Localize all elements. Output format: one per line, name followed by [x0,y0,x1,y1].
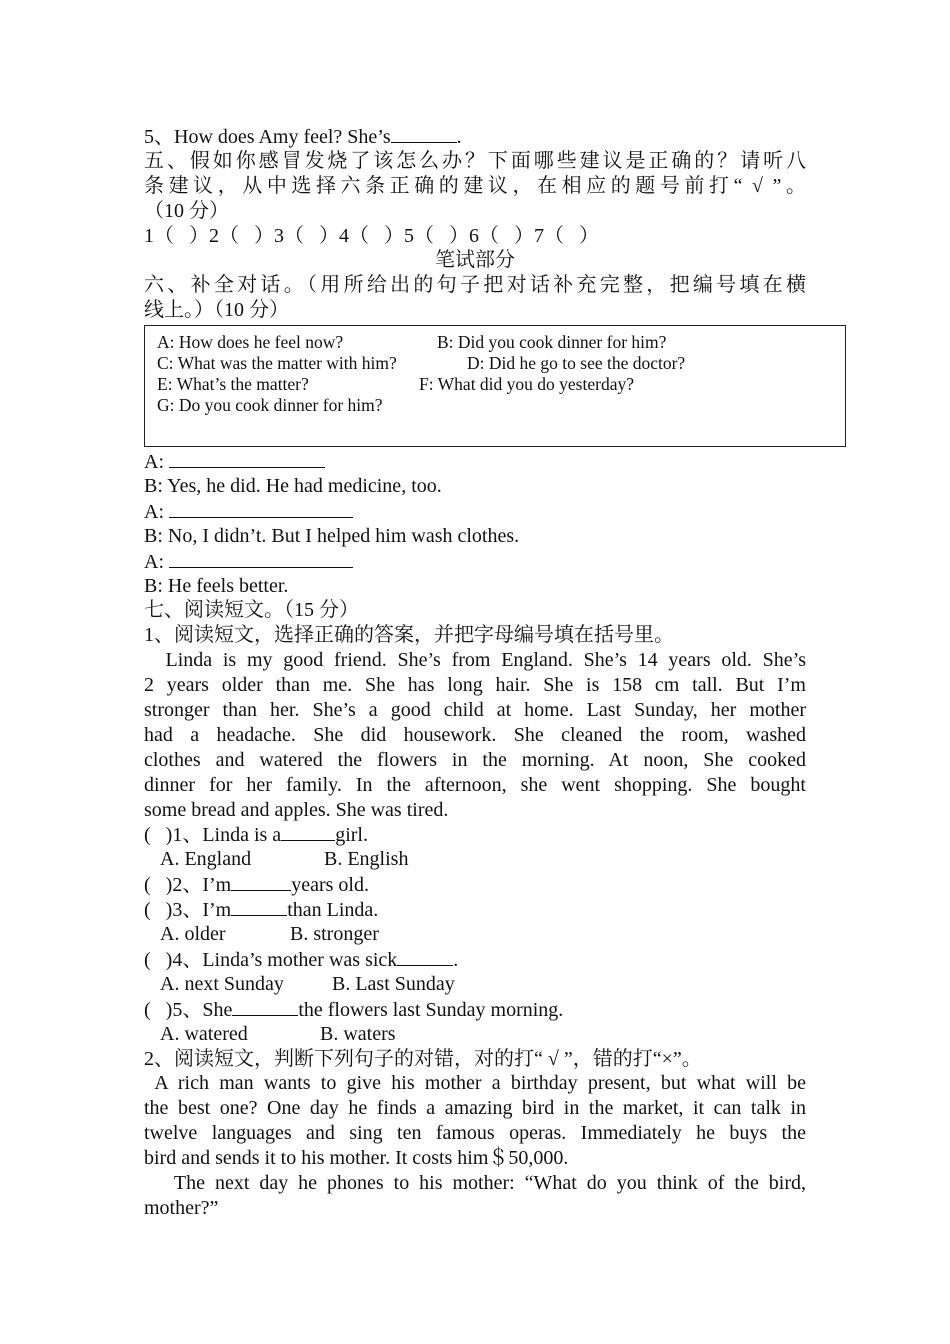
dialog-line: A: [144,549,806,574]
option-e: E: What’s the matter? [157,374,309,395]
dialog-line: A: [144,449,806,474]
option-g: G: Do you cook dinner for him? [157,395,383,416]
reading-question-2: ( )2、I’m years old. [144,874,369,897]
reading-part-1-instruction: 1、阅读短文，选择正确的答案，并把字母编号填在括号里。 [144,624,674,647]
answer-blank[interactable] [397,947,453,966]
passage-2-line: mother?” [144,1196,219,1219]
dialog-blank[interactable] [169,449,325,468]
option-d: D: Did he go to see the doctor? [467,353,686,374]
dialog-blank[interactable] [169,499,353,518]
answer-blank[interactable] [391,124,457,143]
dialog-blank[interactable] [169,549,353,568]
option-c: C: What was the matter with him? [157,353,397,374]
option-b[interactable]: B. Last Sunday [332,972,455,995]
passage-1-line: dinner for her family. In the afternoon, she went shopping. She bought [144,773,806,796]
option-a[interactable]: A. next Sunday [160,972,284,995]
option-b: B: Did you cook dinner for him? [437,332,667,353]
option-b[interactable]: B. waters [320,1022,396,1045]
option-f: F: What did you do yesterday? [419,374,634,395]
passage-2-line: the best one? One day he finds a amazing bird in the market, it can talk in [144,1097,806,1120]
option-a[interactable]: A. England [160,848,252,871]
sentence-options-box [144,325,846,447]
question-1-options [144,847,806,872]
passage-2-line: A rich man wants to give his mother a birthday present, but what will be [144,1072,806,1095]
reading-question-4: ( )4、Linda’s mother was sick . [144,948,459,971]
answer-blank[interactable] [281,822,335,841]
written-part-title: 笔试部分 [435,249,515,272]
passage-2-line: twelve languages and sing ten famous operas. Immediately he buys the [144,1122,806,1145]
option-b[interactable]: B. stronger [290,923,379,946]
question-3-options [144,922,806,947]
reading-question-3: ( )3、I’m than Linda. [144,899,379,922]
section-5-answer-slots: 1（ ）2（ ）3（ ）4（ ）5（ ）6（ ）7（ ） [144,224,599,247]
passage-1-line: some bread and apples. She was tired. [144,798,449,821]
section-6-instruction-line1: 六、补全对话。（用所给出的句子把对话补充完整，把编号填在横 [144,274,806,297]
dialog-line: B: No, I didn’t. But I helped him wash clothes. [144,524,520,547]
dialog-line: B: Yes, he did. He had medicine, too. [144,475,442,498]
option-a[interactable]: A. older [160,923,226,946]
option-a: A: How does he feel now? [157,332,344,353]
section-6-instruction-line2: 线上。）（10 分） [144,299,289,322]
dialog-line: A: [144,499,806,524]
worksheet-page [144,124,806,1221]
answer-blank[interactable] [231,872,291,891]
passage-1-line: stronger than her. She’s a good child at home. Last Sunday, her mother [144,699,806,722]
section-7-title: 七、阅读短文。（15 分） [144,599,359,622]
reading-question-5: ( )5、She the flowers last Sunday morning. [144,998,564,1021]
reading-part-2-instruction: 2、阅读短文，判断下列句子的对错，对的打“ √ ”，错的打“×”。 [144,1047,702,1070]
passage-1-line: had a headache. She did housework. She cleaned the room, washed [144,723,806,746]
passage-2-line: bird and sends it to his mother. It costs him＄50,000. [144,1147,569,1170]
section-5-instruction-line1: 五、假如你感冒发烧了该怎么办？下面哪些建议是正确的？请听八 [144,149,806,172]
section-5-instruction-line2: 条建议，从中选择六条正确的建议，在相应的题号前打“ √ ”。 [144,174,806,197]
option-a[interactable]: A. watered [160,1022,248,1045]
dialog-line: B: He feels better. [144,574,289,597]
passage-1-line: clothes and watered the flowers in the morning. At noon, She cooked [144,748,806,771]
question-5: 5、How does Amy feel? She’s . [144,126,462,148]
section-5-score: （10 分） [144,199,229,222]
question-4-options [144,972,806,997]
passage-1-line: 2 years older than me. She has long hair. She is 158 cm tall. But I’m [144,674,806,697]
answer-blank[interactable] [231,897,287,916]
question-5-options [144,1022,806,1047]
answer-blank[interactable] [232,997,298,1016]
passage-1-line: Linda is my good friend. She’s from England. She’s 14 years old. She’s [144,649,806,672]
passage-2-line: The next day he phones to his mother: “What do you think of the bird, [144,1171,806,1194]
reading-question-1: ( )1、Linda is a girl. [144,824,368,847]
option-b[interactable]: B. English [324,848,409,871]
